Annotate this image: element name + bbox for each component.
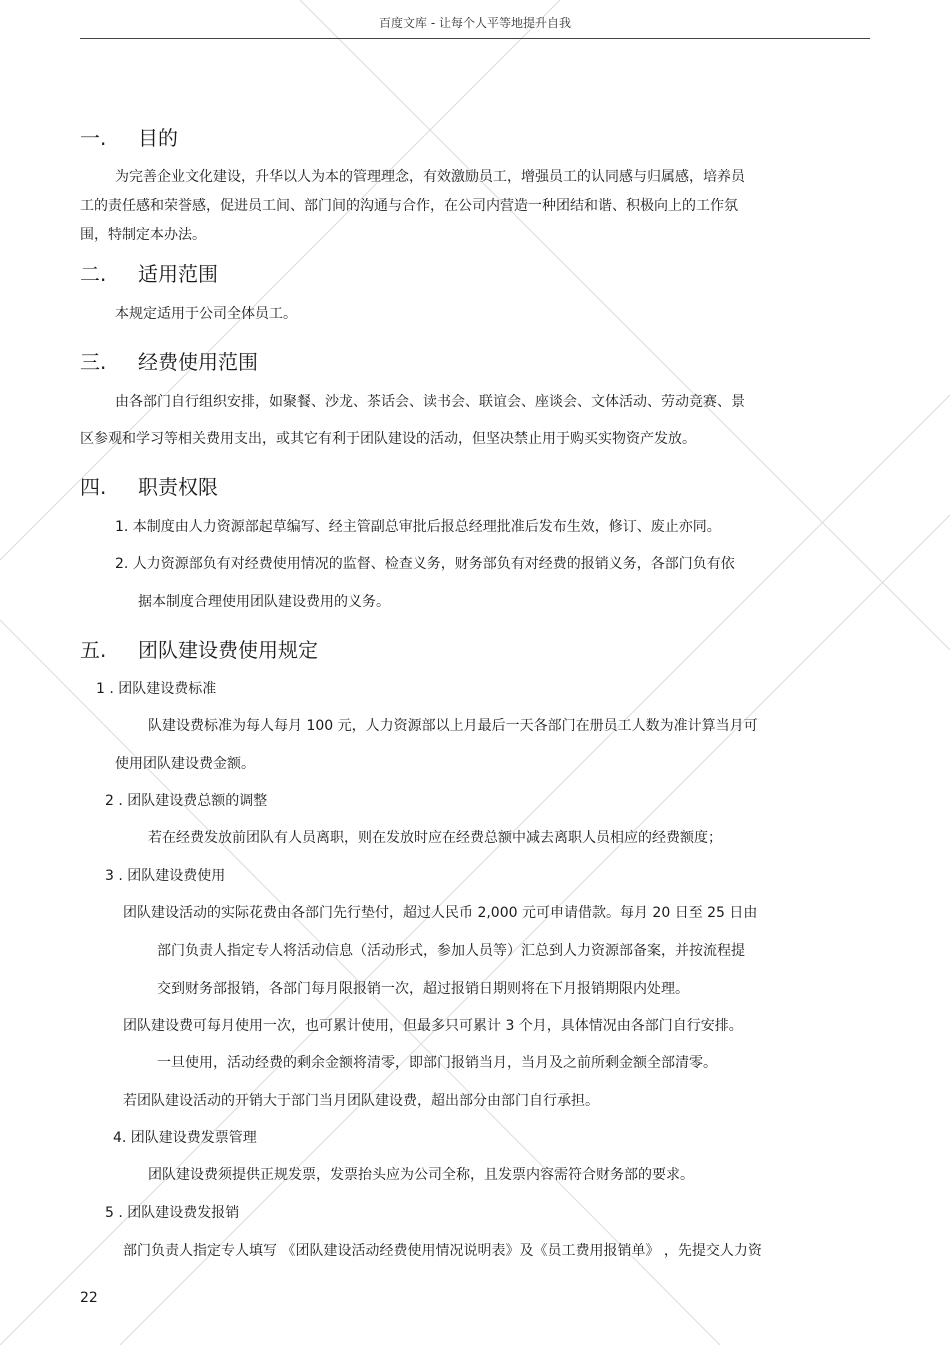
header-divider: [80, 38, 870, 39]
list-item: 2. 人力资源部负有对经费使用情况的监督、检查义务，财务部负有对经费的报销义务，各部门负有依: [115, 556, 735, 572]
paragraph-line: 本规定适用于公司全体员工。: [115, 306, 297, 322]
paragraph-line: 据本制度合理使用团队建设费用的义务。: [138, 594, 390, 610]
paragraph-line: 部门负责人指定专人将活动信息（活动形式，参加人员等）汇总到人力资源部备案，并按流程提: [157, 943, 745, 959]
subsection-heading: 1 . 团队建设费标准: [96, 681, 217, 697]
paragraph-line: 团队建设费可每月使用一次，也可累计使用，但最多只可累计 3 个月，具体情况由各部门自行安排。: [123, 1018, 743, 1034]
subsection-heading: 5 . 团队建设费发报销: [105, 1205, 240, 1221]
page-number: 22: [80, 1290, 98, 1306]
subsection-heading: 4. 团队建设费发票管理: [113, 1130, 257, 1146]
section-number: 一.: [80, 126, 107, 150]
section-number: 三.: [80, 350, 107, 374]
page-header: 百度文库 - 让每个人平等地提升自我: [379, 16, 571, 30]
paragraph-line: 由各部门自行组织安排，如聚餐、沙龙、茶话会、读书会、联谊会、座谈会、文体活动、劳动竞赛、景: [115, 394, 745, 410]
paragraph-line: 围，特制定本办法。: [80, 227, 206, 243]
subsection-heading: 3 . 团队建设费使用: [105, 868, 226, 884]
paragraph-line: 队建设费标准为每人每月 100 元，人力资源部以上月最后一天各部门在册员工人数为准计算当月可: [148, 718, 758, 734]
paragraph-line: 若团队建设活动的开销大于部门当月团队建设费，超出部分由部门自行承担。: [123, 1093, 599, 1109]
paragraph-line: 交到财务部报销，各部门每月限报销一次，超过报销日期则将在下月报销期限内处理。: [157, 981, 689, 997]
paragraph-line: 部门负责人指定专人填写 《团队建设活动经费使用情况说明表》及《员工费用报销单》 ，先提交人力资: [123, 1243, 762, 1259]
paragraph-line: 工的责任感和荣誉感，促进员工间、部门间的沟通与合作，在公司内营造一种团结和谐、积极向上的工作氛: [80, 198, 738, 214]
paragraph-line: 若在经费发放前团队有人员离职，则在发放时应在经费总额中减去离职人员相应的经费额度；: [148, 830, 722, 846]
paragraph-line: 使用团队建设费金额。: [115, 756, 255, 772]
list-item: 1. 本制度由人力资源部起草编写、经主管副总审批后报总经理批准后发布生效，修订、废止亦同。: [115, 519, 721, 535]
paragraph-line: 团队建设活动的实际花费由各部门先行垫付，超过人民币 2,000 元可申请借款。每月 20 日至 25 日由: [123, 905, 758, 921]
paragraph-line: 团队建设费须提供正规发票，发票抬头应为公司全称，且发票内容需符合财务部的要求。: [148, 1167, 694, 1183]
paragraph-line: 为完善企业文化建设，升华以人为本的管理理念，有效激励员工，增强员工的认同感与归属感，培养员: [115, 169, 745, 185]
section-title: 经费使用范围: [138, 350, 258, 374]
section-title: 目的: [138, 126, 178, 150]
paragraph-line: 区参观和学习等相关费用支出，或其它有利于团队建设的活动，但坚决禁止用于购买实物资产发放。: [80, 431, 696, 447]
subsection-heading: 2 . 团队建设费总额的调整: [105, 793, 268, 809]
section-number: 二.: [80, 262, 107, 286]
section-title: 职责权限: [138, 475, 218, 499]
section-number: 四.: [80, 475, 107, 499]
section-number: 五.: [80, 638, 107, 662]
section-title: 适用范围: [138, 262, 218, 286]
paragraph-line: 一旦使用，活动经费的剩余金额将清零，即部门报销当月，当月及之前所剩金额全部清零。: [157, 1055, 717, 1071]
section-title: 团队建设费使用规定: [138, 638, 318, 662]
